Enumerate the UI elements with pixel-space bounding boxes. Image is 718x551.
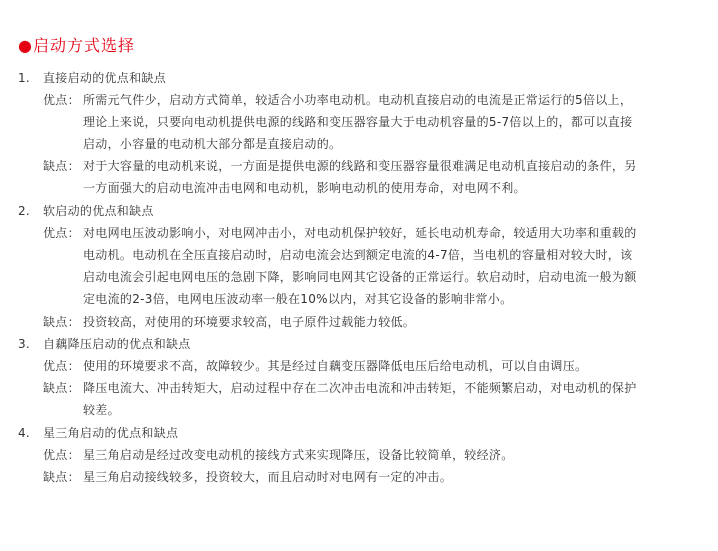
- section-number: 3.: [18, 337, 31, 351]
- pros-label: 优点：: [43, 93, 80, 107]
- pros-label: 优点：: [43, 359, 80, 373]
- pros-text-line: 理论上来说，只要向电动机提供电源的线路和变压器容量大于电动机容量的5-7倍以上的，都可以直接: [83, 115, 633, 129]
- pros-text-line: 星三角启动是经过改变电动机的接线方式来实现降压，设备比较简单，较经济。: [83, 448, 514, 462]
- pros-text-line: 启动电流会引起电网电压的急剧下降，影响同电网其它设备的正常运行。软启动时，启动电流一般为额: [83, 270, 637, 284]
- cons-text-line: 投资较高，对使用的环境要求较高，电子原件过载能力较低。: [83, 315, 416, 329]
- pros-text-line: 电动机。电动机在全压直接启动时，启动电流会达到额定电流的4-7倍，当电机的容量相对较大时，该: [83, 248, 633, 262]
- section-number: 1.: [18, 71, 31, 85]
- section-heading: 直接启动的优点和缺点: [43, 71, 167, 85]
- pros-text-line: 使用的环境要求不高，故障较少。其是经过自藕变压器降低电压后给电动机，可以自由调压。: [83, 359, 588, 373]
- cons-label: 缺点：: [43, 470, 80, 484]
- page-title: ●启动方式选择: [18, 36, 135, 55]
- cons-label: 缺点：: [43, 381, 80, 395]
- section-number: 2.: [18, 204, 31, 218]
- cons-label: 缺点：: [43, 315, 80, 329]
- section-heading: 自藕降压启动的优点和缺点: [43, 337, 191, 351]
- pros-text-line: 定电流的2-3倍，电网电压波动率一般在10%以内，对其它设备的影响非常小。: [83, 292, 513, 306]
- cons-text-line: 星三角启动接线较多，投资较大，而且启动时对电网有一定的冲击。: [83, 470, 453, 484]
- cons-text-line: 一方面强大的启动电流冲击电网和电动机，影响电动机的使用寿命，对电网不利。: [83, 181, 526, 195]
- cons-text-line: 降压电流大、冲击转矩大，启动过程中存在二次冲击电流和冲击转矩，不能频繁启动，对电动机的保护: [83, 381, 637, 395]
- section-heading: 软启动的优点和缺点: [43, 204, 154, 218]
- pros-text-line: 对电网电压波动影响小，对电网冲击小，对电动机保护较好，延长电动机寿命，较适用大功率和重载的: [83, 226, 637, 240]
- pros-label: 优点：: [43, 226, 80, 240]
- section-number: 4.: [18, 426, 31, 440]
- pros-label: 优点：: [43, 448, 80, 462]
- cons-text-line: 对于大容量的电动机来说，一方面是提供电源的线路和变压器容量很难满足电动机直接启动的条件，另: [83, 159, 637, 173]
- section-heading: 星三角启动的优点和缺点: [43, 426, 179, 440]
- cons-text-line: 较差。: [83, 403, 120, 417]
- pros-text-line: 启动，小容量的电动机大部分都是直接启动的。: [83, 137, 342, 151]
- cons-label: 缺点：: [43, 159, 80, 173]
- pros-text-line: 所需元气件少，启动方式简单，较适合小功率电动机。电动机直接启动的电流是正常运行的5倍以上，: [83, 93, 633, 107]
